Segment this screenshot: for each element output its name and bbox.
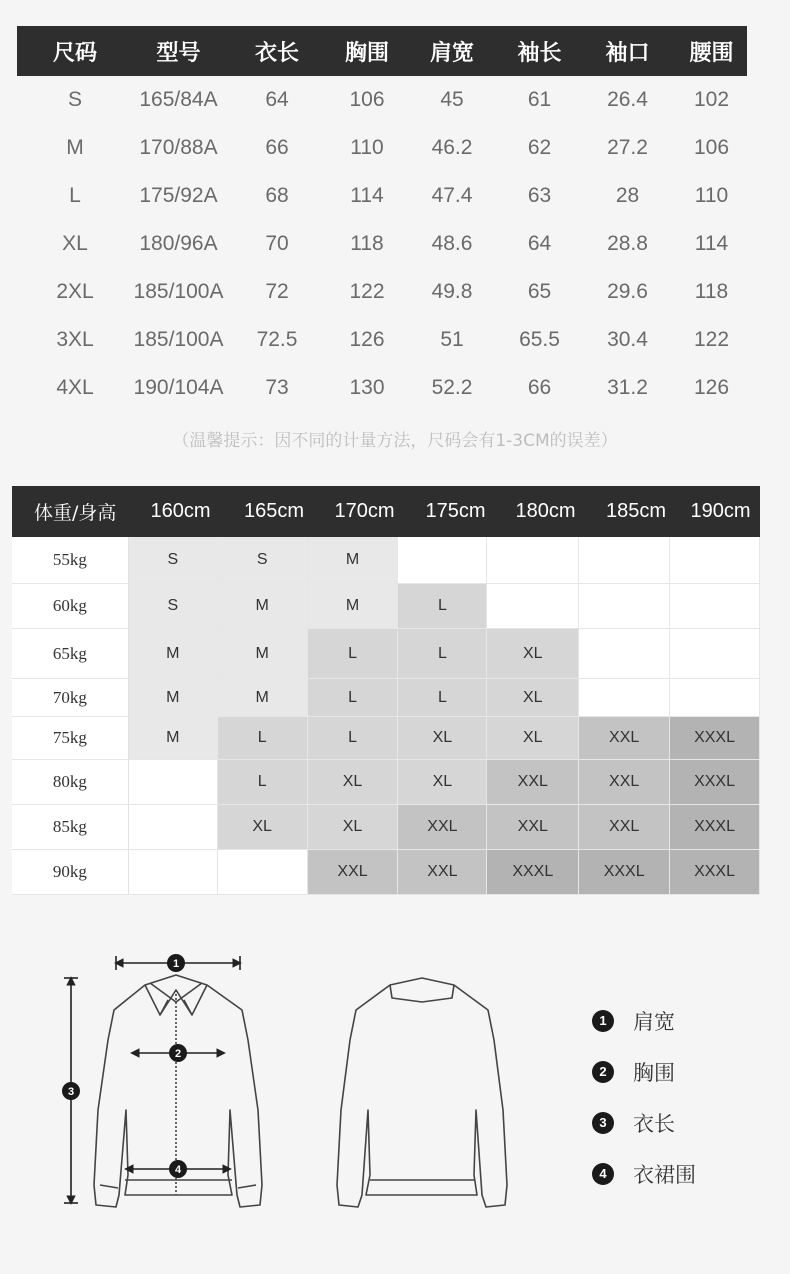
size-cell: 70 — [265, 232, 289, 255]
recommended-size-cell: XXL — [398, 805, 487, 850]
recommended-size-cell: L — [308, 717, 399, 760]
recommended-size-cell: XL — [487, 679, 579, 717]
size-cell: 29.6 — [607, 280, 648, 303]
corner-label: 体重/身高 — [34, 502, 117, 524]
recommended-size-cell: XXL — [398, 850, 487, 895]
size-cell: 64 — [265, 88, 289, 111]
recommended-size-cell: M — [129, 717, 218, 760]
size-cell: XL — [62, 232, 88, 255]
size-cell: 28 — [615, 184, 640, 207]
recommended-size-cell — [487, 584, 579, 629]
size-cell: 118 — [694, 280, 729, 303]
recommended-size-cell: M — [218, 679, 308, 717]
legend-label: 肩宽 — [633, 1009, 675, 1034]
legend-number: 3 — [592, 1112, 614, 1134]
weight-label: 75kg — [12, 717, 129, 760]
recommended-size-cell — [487, 537, 579, 584]
recommended-size-cell: XXL — [308, 850, 399, 895]
size-cell: 130 — [349, 376, 385, 399]
recommended-size-cell: XXL — [487, 805, 579, 850]
size-cell: 126 — [349, 328, 385, 351]
size-cell: L — [69, 184, 81, 207]
size-cell: M — [66, 136, 84, 159]
legend-number: 2 — [592, 1061, 614, 1083]
recommended-size-cell: XXL — [579, 805, 670, 850]
size-cell: 48.6 — [431, 232, 473, 255]
recommended-size-cell: L — [308, 679, 399, 717]
legend-label: 衣长 — [633, 1111, 675, 1136]
recommended-size-cell: XXL — [579, 717, 670, 760]
recommended-size-cell: M — [308, 537, 399, 584]
size-cell: 73 — [265, 376, 289, 399]
recommended-size-cell — [579, 629, 670, 679]
recommended-size-cell: S — [129, 537, 218, 584]
weight-label: 90kg — [12, 850, 129, 895]
marker-4: 4 — [174, 1164, 182, 1176]
recommended-size-cell: XL — [218, 805, 308, 850]
size-table-header — [17, 26, 747, 76]
header-size: 尺码 — [52, 40, 97, 66]
size-cell: 65 — [527, 280, 552, 303]
recommended-size-cell: S — [129, 584, 218, 629]
marker-1: 1 — [172, 958, 180, 970]
recommended-size-cell: XL — [308, 760, 399, 805]
recommended-size-cell: XXL — [579, 760, 670, 805]
size-cell: 65.5 — [519, 328, 560, 351]
recommended-size-cell: L — [218, 760, 308, 805]
marker-2: 2 — [174, 1048, 182, 1060]
recommended-size-cell: XL — [398, 760, 487, 805]
recommended-size-cell: XL — [398, 717, 487, 760]
measurement-legend — [592, 995, 696, 1199]
size-cell: 31.2 — [607, 376, 648, 399]
header-length: 衣长 — [254, 40, 299, 66]
recommended-size-cell: XL — [308, 805, 399, 850]
header-sleeve: 袖长 — [517, 40, 562, 66]
size-cell: 64 — [527, 232, 552, 255]
size-cell: 122 — [693, 328, 730, 351]
size-cell: 27.2 — [607, 136, 648, 159]
size-cell: 66 — [527, 376, 552, 399]
height-header: 175cm — [425, 500, 486, 522]
size-recommendation-table — [12, 486, 760, 895]
size-cell: 3XL — [56, 328, 94, 351]
size-cell: 118 — [350, 232, 384, 255]
size-cell: 114 — [350, 184, 384, 207]
size-cell: 165/84A — [139, 88, 218, 111]
recommended-size-cell: XL — [487, 629, 579, 679]
legend-number: 1 — [592, 1010, 614, 1032]
height-header: 190cm — [690, 500, 751, 522]
size-cell: 106 — [693, 136, 730, 159]
recommended-size-cell: XXXL — [670, 760, 760, 805]
size-table-body — [17, 76, 747, 412]
size-cell: 110 — [350, 136, 384, 159]
size-row — [17, 124, 747, 172]
weight-label: 60kg — [12, 584, 129, 629]
size-row — [17, 76, 747, 124]
weight-label: 80kg — [12, 760, 129, 805]
size-cell: 122 — [349, 280, 385, 303]
legend-item — [592, 1097, 696, 1148]
measurement-note: （温馨提示：因不同的计量方法，尺码会有1-3CM的误差） — [172, 431, 618, 451]
size-cell: 185/100A — [133, 280, 224, 303]
size-cell: 51 — [440, 328, 464, 351]
size-row — [17, 220, 747, 268]
height-header: 180cm — [515, 500, 576, 522]
recommended-size-cell: M — [308, 584, 399, 629]
size-cell: 63 — [527, 184, 552, 207]
weight-label: 85kg — [12, 805, 129, 850]
recommendation-row — [12, 584, 760, 629]
recommended-size-cell: L — [398, 629, 487, 679]
recommendation-row — [12, 537, 760, 584]
legend-item — [592, 1148, 696, 1199]
recommendation-row — [12, 805, 760, 850]
recommendation-row — [12, 760, 760, 805]
recommended-size-cell: M — [129, 629, 218, 679]
recommended-size-cell — [670, 679, 760, 717]
size-cell: 180/96A — [139, 232, 218, 255]
size-cell: 28.8 — [607, 232, 648, 255]
size-cell: 72.5 — [256, 328, 298, 351]
recommended-size-cell — [129, 850, 218, 895]
size-cell: 4XL — [56, 376, 94, 399]
size-cell: 190/104A — [133, 376, 224, 399]
recommended-size-cell — [670, 584, 760, 629]
size-row — [17, 268, 747, 316]
marker-3: 3 — [67, 1086, 75, 1098]
recommended-size-cell: S — [218, 537, 308, 584]
height-header: 185cm — [605, 500, 667, 522]
size-cell: 102 — [693, 88, 730, 111]
recommended-size-cell: XL — [487, 717, 579, 760]
recommended-size-cell: M — [218, 629, 308, 679]
recommended-size-cell: XXXL — [670, 805, 760, 850]
recommended-size-cell — [579, 537, 670, 584]
size-cell: 175/92A — [139, 184, 218, 207]
weight-label: 70kg — [12, 679, 129, 717]
size-cell: 114 — [694, 232, 729, 255]
size-cell: 106 — [349, 88, 385, 111]
recommended-size-cell — [398, 537, 487, 584]
size-row — [17, 316, 747, 364]
recommended-size-cell: XXXL — [670, 717, 760, 760]
recommended-size-cell — [579, 584, 670, 629]
recommendation-row — [12, 629, 760, 679]
size-row — [17, 172, 747, 220]
size-cell: 185/100A — [133, 328, 224, 351]
size-cell: 72 — [265, 280, 289, 303]
height-header: 170cm — [334, 500, 395, 522]
recommended-size-cell — [129, 760, 218, 805]
recommendation-row — [12, 679, 760, 717]
recommended-size-cell: XXXL — [579, 850, 670, 895]
size-table — [17, 26, 747, 412]
size-cell: 61 — [527, 88, 552, 111]
recommended-size-cell — [670, 537, 760, 584]
size-cell: 170/88A — [139, 136, 218, 159]
recommended-size-cell: L — [398, 679, 487, 717]
size-cell: S — [67, 88, 82, 111]
legend-item — [592, 995, 696, 1046]
recommended-size-cell: L — [398, 584, 487, 629]
recommended-size-cell: M — [218, 584, 308, 629]
header-shoulder: 肩宽 — [429, 40, 474, 66]
size-cell: 26.4 — [607, 88, 648, 111]
recommended-size-cell — [218, 850, 308, 895]
header-waist: 腰围 — [689, 40, 734, 66]
size-cell: 52.2 — [431, 376, 473, 399]
recommended-size-cell: M — [129, 679, 218, 717]
recommended-size-cell — [670, 629, 760, 679]
header-model: 型号 — [156, 40, 201, 66]
recommended-size-cell: XXXL — [670, 850, 760, 895]
jacket-back-illustration — [337, 978, 507, 1207]
recommended-size-cell — [579, 679, 670, 717]
height-header: 165cm — [243, 500, 305, 522]
recommendation-row — [12, 717, 760, 760]
recommended-size-cell — [129, 805, 218, 850]
header-cuff: 袖口 — [605, 40, 650, 66]
legend-item — [592, 1046, 696, 1097]
size-row — [17, 364, 747, 412]
size-cell: 62 — [527, 136, 552, 159]
weight-label: 55kg — [12, 537, 129, 584]
size-cell: 68 — [265, 184, 289, 207]
recommendation-body — [12, 537, 760, 895]
size-cell: 46.2 — [431, 136, 473, 159]
size-cell: 110 — [694, 184, 729, 207]
recommended-size-cell: XXXL — [487, 850, 579, 895]
size-cell: 47.4 — [431, 184, 473, 207]
recommendation-header — [12, 486, 760, 537]
recommended-size-cell: L — [218, 717, 308, 760]
size-cell: 66 — [265, 136, 289, 159]
recommended-size-cell: L — [308, 629, 399, 679]
legend-number: 4 — [592, 1163, 614, 1185]
recommendation-row — [12, 850, 760, 895]
size-cell: 2XL — [56, 280, 94, 303]
height-header: 160cm — [150, 500, 211, 522]
weight-label: 65kg — [12, 629, 129, 679]
size-cell: 126 — [693, 376, 730, 399]
recommended-size-cell: XXL — [487, 760, 579, 805]
size-cell: 30.4 — [607, 328, 648, 351]
legend-label: 衣裙围 — [633, 1162, 696, 1187]
header-chest: 胸围 — [344, 40, 389, 66]
size-cell: 49.8 — [431, 280, 473, 303]
size-cell: 45 — [440, 88, 464, 111]
legend-label: 胸围 — [633, 1060, 675, 1085]
